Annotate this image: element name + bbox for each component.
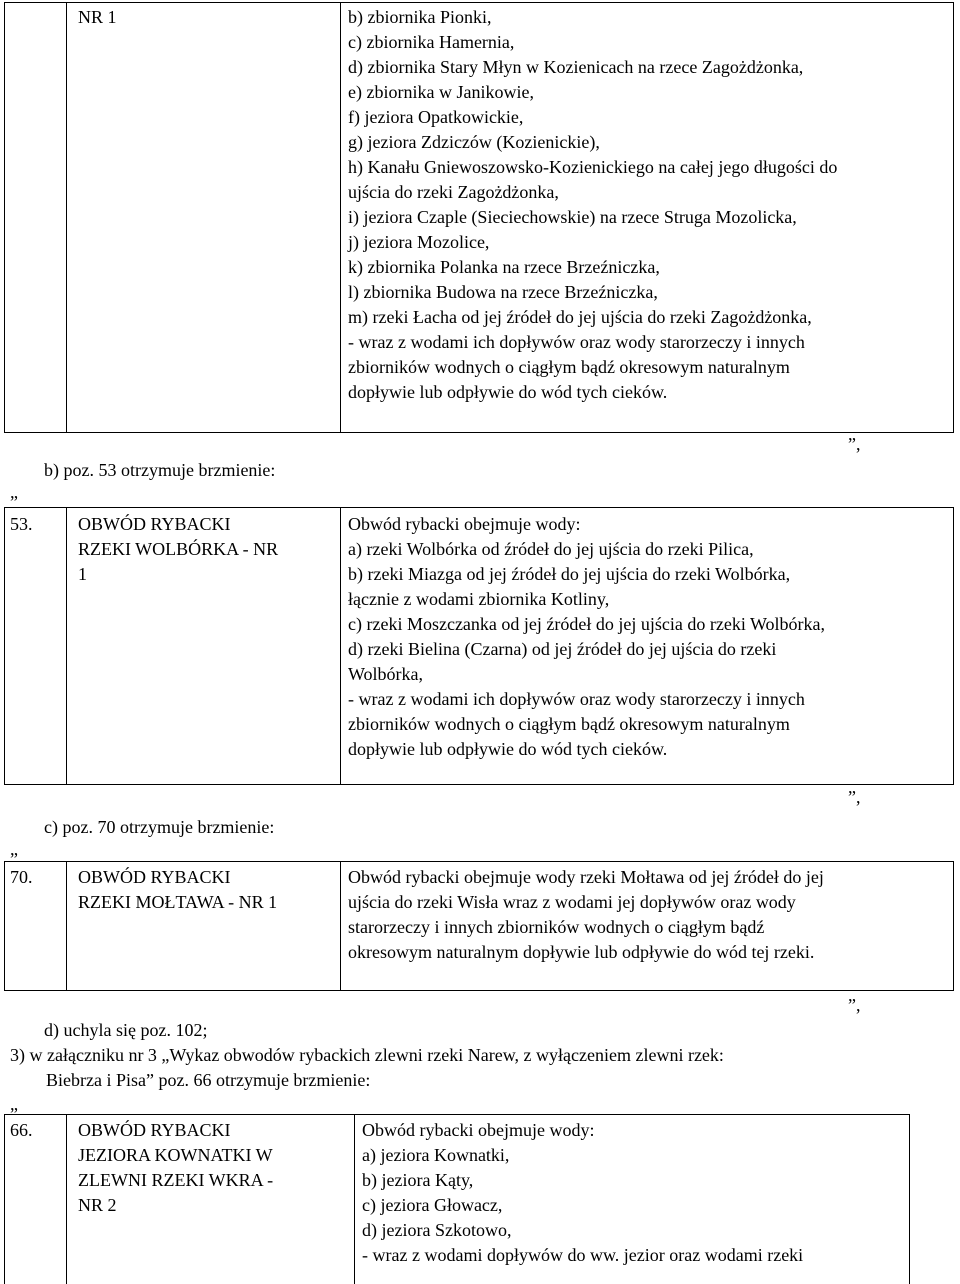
list-item: e) zbiornika w Janikowie, [348,82,534,102]
table-2-divider-b [340,507,341,785]
table-2-number: 53. [10,514,33,534]
list-item: c) jeziora Głowacz, [362,1195,503,1215]
table-3-name [78,865,277,915]
opening-quote: „ [10,839,18,859]
table-1-name-cell: NR 1 [78,7,117,27]
list-item: c) zbiornika Hamernia, [348,32,515,52]
list-item: i) jeziora Czaple (Sieciechowskie) na rzece Struga Mozolicka, [348,207,797,227]
list-item: d) zbiornika Stary Młyn w Kozienicach na rzece Zagożdżonka, [348,57,804,77]
list-item: zbiorników wodnych o ciągłym bądź okresowym naturalnym [348,714,790,734]
closing-quote: ”, [848,434,861,454]
name-line: RZEKI MOŁTAWA - NR 1 [78,892,278,912]
list-item: - wraz z wodami ich dopływów oraz wody starorzeczy i innych [348,689,805,709]
table-2-description [348,512,825,762]
opening-quote: „ [10,1094,18,1114]
section-c-heading: c) poz. 70 otrzymuje brzmienie: [44,817,275,837]
list-item: f) jeziora Opatkowickie, [348,107,524,127]
list-item: zbiorników wodnych o ciągłym bądź okresowym naturalnym [348,357,790,377]
table-4-divider-b [354,1114,355,1284]
list-item: m) rzeki Łacha od jej źródeł do jej ujścia do rzeki Zagożdżonka, [348,307,812,327]
list-item: dopływie lub odpływie do wód tych cieków. [348,739,668,759]
table-4-left-border [4,1114,5,1284]
list-item: Obwód rybacki obejmuje wody rzeki Mołtawa od jej źródeł do jej [348,867,824,887]
table-1-description [348,5,837,405]
list-item: a) jeziora Kownatki, [362,1145,510,1165]
table-2-name [78,512,278,587]
table-4-right-border [909,1114,910,1284]
table-4-divider-a [66,1114,67,1284]
name-line: OBWÓD RYBACKI [78,1120,231,1140]
list-item: b) rzeki Miazga od jej źródeł do jej ujścia do rzeki Wolbórka, [348,564,791,584]
list-item: g) jeziora Zdziczów (Kozienickie), [348,132,600,152]
table-4-description [362,1118,803,1268]
list-item: Obwód rybacki obejmuje wody: [348,514,581,534]
name-line: 1 [78,564,87,584]
list-item: - wraz z wodami ich dopływów oraz wody starorzeczy i innych [348,332,805,352]
table-4-number: 66. [10,1120,33,1140]
table-1-divider-b [340,2,341,433]
table-4-top-border [4,1114,910,1115]
table-2-divider-a [66,507,67,785]
table-3-divider-b [340,861,341,991]
list-item: - wraz z wodami dopływów do ww. jezior oraz wodami rzeki [362,1245,804,1265]
section-d-text: d) uchyla się poz. 102; [44,1020,208,1040]
name-line: OBWÓD RYBACKI [78,514,231,534]
point-3-line-1: 3) w załączniku nr 3 „Wykaz obwodów rybackich zlewni rzeki Narew, z wyłączeniem zlewni rzek: [10,1045,724,1065]
list-item: a) rzeki Wolbórka od źródeł do jej ujścia do rzeki Pilica, [348,539,754,559]
list-item: k) zbiornika Polanka na rzece Brzeźniczka, [348,257,660,277]
list-item: b) zbiornika Pionki, [348,7,492,27]
point-3-line-2: Biebrza i Pisa” poz. 66 otrzymuje brzmienie: [46,1070,371,1090]
table-3-divider-a [66,861,67,991]
name-line: RZEKI WOLBÓRKA - NR [78,539,279,559]
closing-quote: ”, [848,787,861,807]
list-item: h) Kanału Gniewoszowsko-Kozienickiego na całej jego długości do [348,157,838,177]
list-item: b) jeziora Kąty, [362,1170,474,1190]
list-item: d) rzeki Bielina (Czarna) od jej źródeł do jej ujścia do rzeki [348,639,777,659]
name-line: JEZIORA KOWNATKI W [78,1145,273,1165]
list-item: Wolbórka, [348,664,424,684]
name-line: NR 2 [78,1195,117,1215]
list-item: ujścia do rzeki Zagożdżonka, [348,182,559,202]
list-item: okresowym naturalnym dopływie lub odpływie do wód tej rzeki. [348,942,815,962]
list-item: łącznie z wodami zbiornika Kotliny, [348,589,610,609]
section-b-heading: b) poz. 53 otrzymuje brzmienie: [44,460,276,480]
table-4-name [78,1118,273,1218]
list-item: j) jeziora Mozolice, [348,232,490,252]
table-3-number: 70. [10,867,33,887]
list-item: dopływie lub odpływie do wód tych cieków. [348,382,668,402]
list-item: starorzeczy i innych zbiorników wodnych o ciągłym bądź [348,917,765,937]
list-item: c) rzeki Moszczanka od jej źródeł do jej ujścia do rzeki Wolbórka, [348,614,826,634]
table-1-divider-a [66,2,67,433]
list-item: ujścia do rzeki Wisła wraz z wodami jej dopływów oraz wody [348,892,796,912]
list-item: Obwód rybacki obejmuje wody: [362,1120,595,1140]
table-3-description [348,865,824,965]
list-item: l) zbiornika Budowa na rzece Brzeźniczka, [348,282,658,302]
name-line: ZLEWNI RZEKI WKRA - [78,1170,274,1190]
list-item: d) jeziora Szkotowo, [362,1220,512,1240]
name-line: OBWÓD RYBACKI [78,867,231,887]
closing-quote: ”, [848,995,861,1015]
opening-quote: „ [10,482,18,502]
